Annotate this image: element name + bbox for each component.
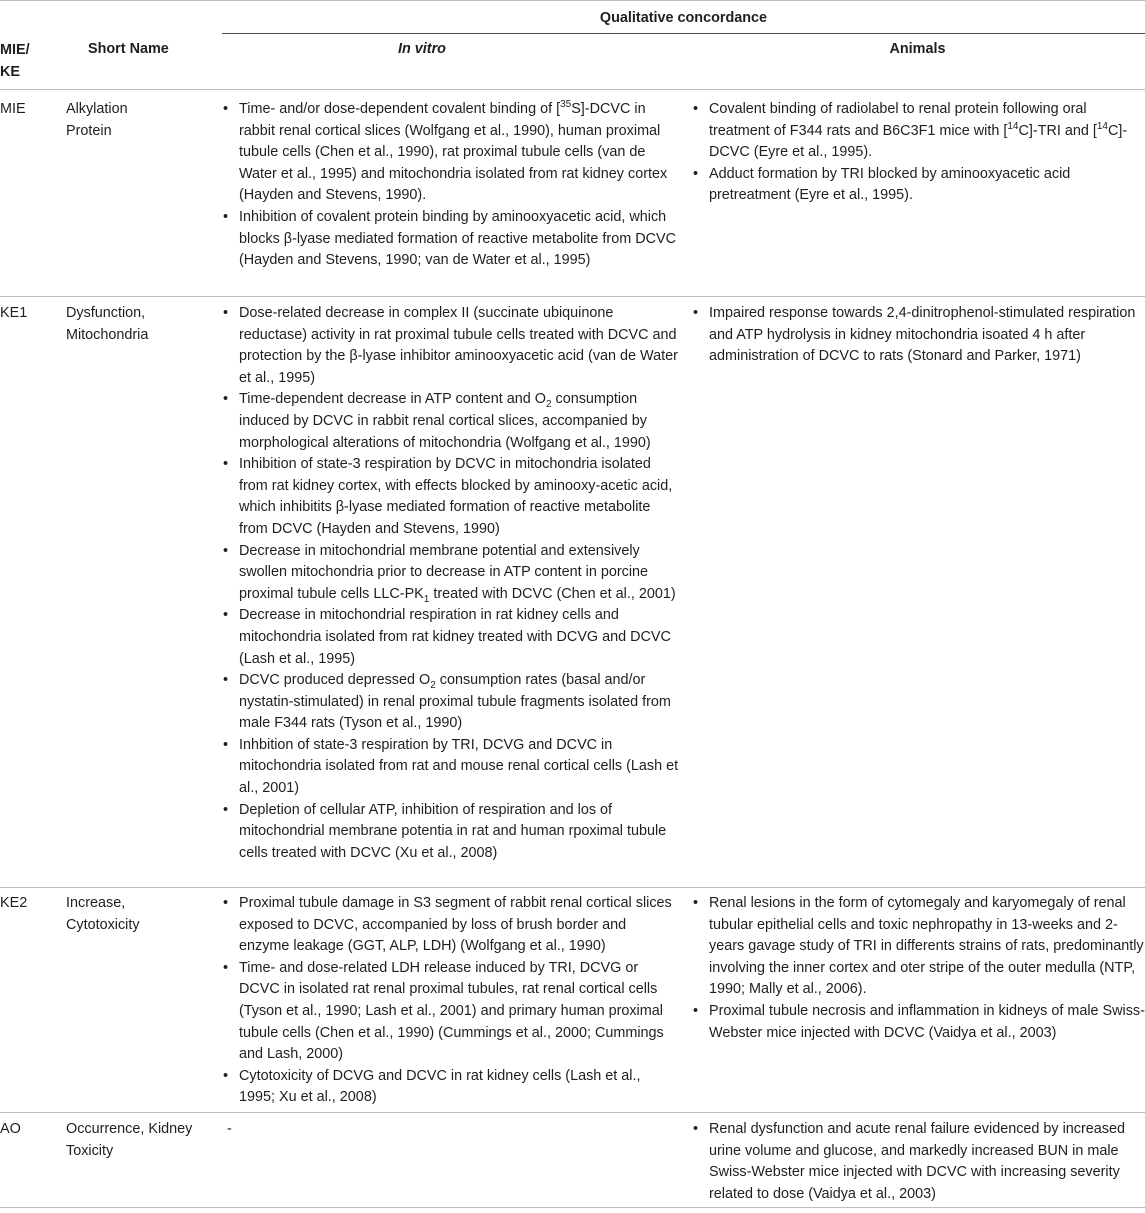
evidence-text: Decrease in mitochondrial respiration in rat kidney cells and mitochondria isolated from rat kidney treated with DCVG and DCVC (Lash et al., 1995) <box>239 607 671 667</box>
evidence-text: Renal lesions in the form of cytomegaly and karyomegaly of renal tubular epithelial cells and toxic nephropathy in 13-weeks and 2-years gavage study of TRI in differents strains of rats, predominantly involving the inner cortex and oter stripe of the outer medulla (NTP, 1990; Mally et al., 2006). <box>709 895 1144 998</box>
evidence-item <box>222 1066 680 1109</box>
in-vitro-evidence <box>222 99 680 272</box>
row-divider <box>0 296 1145 297</box>
bullet-icon: • <box>223 1067 229 1084</box>
row-id: MIE <box>0 101 26 117</box>
bullet-icon: • <box>223 607 229 624</box>
evidence-text: Decrease in mitochondrial membrane potential and extensively swollen mitochondria prior to decrease in ATP content in porcine proximal tubule cells LLC-$PK_1$ treated with DCVC (Chen et al., 2001) <box>239 542 676 605</box>
evidence-item <box>222 207 680 272</box>
evidence-item <box>692 893 1145 1001</box>
row-id: KE1 <box>0 305 28 321</box>
bullet-icon: • <box>693 895 699 911</box>
evidence-text: Inhbition of state-3 respiration by TRI, DCVG and DCVC in mitochondria isolated from rat and mouse renal cortical cells (Lash et al., 2001) <box>239 736 679 797</box>
animal-evidence <box>692 893 1145 1044</box>
evidence-text: Time-dependent decrease in ATP content and $O_2$ consumption induced by DCVC in rabbit renal cortical slices, accompanied by morphological alterations of mitochondria (Wolfgang et al., 1990) <box>239 391 651 451</box>
evidence-item <box>222 605 680 670</box>
row-divider <box>0 887 1145 888</box>
short-name: Alkylation Protein <box>66 101 128 139</box>
table-bottom-rule <box>0 1207 1145 1208</box>
bullet-icon: • <box>223 672 229 689</box>
evidence-text: Cytotoxicity of DCVG and DCVC in rat kidney cells (Lash et al., 1995; Xu et al., 2008) <box>239 1067 641 1106</box>
qualitative-concordance-header: Qualitative concordance <box>599 10 768 26</box>
short-name: Occurrence, Kidney Toxicity <box>66 1121 193 1159</box>
bullet-icon: • <box>223 101 229 117</box>
bullet-icon: • <box>223 391 229 408</box>
animal-evidence <box>692 303 1145 368</box>
evidence-text: Depletion of cellular ATP, inhibition of respiration and los of mitochondrial membrane potentia in rat and human rpoximal tubule cells treated with DCVC (Xu et al., 2008) <box>239 801 667 861</box>
evidence-text: DCVC produced depressed $O_2$ consumption rates (basal and/or nystatin-stimulated) in renal proximal tubule fragments isolated from male F344 rats (Tyson et al., 1990) <box>239 672 671 732</box>
short-name: Dysfunction, Mitochondria <box>66 305 149 343</box>
column-header-animals: Animals <box>889 41 946 57</box>
evidence-item <box>222 541 680 606</box>
bullet-icon: • <box>223 736 229 753</box>
evidence-item <box>692 1001 1145 1044</box>
evidence-text: Renal dysfunction and acute renal failure evidenced by increased urine volume and glucose, and markedly increased BUN in male Swiss-Webster mice injected with DCVC with increasing severity related to dose (Vaidya et al., 2003) <box>709 1121 1125 1202</box>
bullet-icon: • <box>693 1121 699 1137</box>
header-bottom-rule <box>0 89 1145 90</box>
evidence-text: Inhibition of state-3 respiration by DCVC in mitochondria isolated from rat kidney cortex, with effects blocked by aminooxy-acetic acid, which inhibitits β-lyase mediated formation of reactive metabolite from DCVC (Hayden and Stevens, 1990) <box>239 456 673 537</box>
evidence-item <box>222 735 680 800</box>
bullet-icon: • <box>693 305 699 321</box>
evidence-item <box>222 893 680 958</box>
evidence-item <box>692 1119 1145 1205</box>
bullet-icon: • <box>223 959 229 976</box>
column-header-in-vitro: In vitro <box>398 41 446 57</box>
bullet-icon: • <box>223 305 229 321</box>
evidence-text: Dose-related decrease in complex II (succinate ubiquinone reductase) activity in rat proximal tubule cells treated with DCVC and protection by the β-lyase inhibitor aminooxyacetic acid (van de Water et al., 1995) <box>239 305 678 386</box>
evidence-item <box>222 670 680 735</box>
animal-evidence <box>692 1119 1145 1205</box>
column-header-short-name: Short Name <box>88 41 169 57</box>
bullet-icon: • <box>223 456 229 473</box>
bullet-icon: • <box>223 801 229 818</box>
evidence-item <box>692 164 1145 207</box>
bullet-icon: • <box>693 101 699 117</box>
evidence-item <box>222 389 680 454</box>
evidence-text: Time- and/or dose-dependent covalent binding of [$^{35}$S]-DCVC in rabbit renal cortical slices (Wolfgang et al., 1990), human proximal tubule cells (Chen et al., 1990), rat proximal tubule cells (van de Water et al., 1995) and mitochondria isolated from rat kidney cortex (Hayden and Stevens, 1990). <box>239 99 668 204</box>
in-vitro-evidence <box>222 303 680 864</box>
in-vitro-evidence: - <box>227 1121 232 1137</box>
group-header-rule <box>222 33 1145 34</box>
row-id: AO <box>0 1121 21 1137</box>
evidence-text: Impaired response towards 2,4-dinitrophenol-stimulated respiration and ATP hydrolysis in kidney mitochondria isoated 4 h after administration of DCVC to rats (Stonard and Parker, 1971) <box>709 305 1136 365</box>
evidence-text: Adduct formation by TRI blocked by aminooxyacetic acid pretreatment (Eyre et al., 1995). <box>709 165 1071 204</box>
evidence-text: Inhibition of covalent protein binding by aminooxyacetic acid, which blocks β-lyase mediated formation of reactive metabolite from DCVC (Hayden and Stevens, 1990; van de Water et al., 1995) <box>239 208 676 269</box>
evidence-text: Covalent binding of radiolabel to renal protein following oral treatment of F344 rats and B6C3F1 mice with [$^{14}$C]-TRI and [$^{14}$C]-DCVC (Eyre et al., 1995). <box>709 101 1128 161</box>
short-name: Increase, Cytotoxicity <box>66 895 140 933</box>
animal-evidence <box>692 99 1145 207</box>
evidence-item <box>222 454 680 540</box>
table-top-rule <box>0 0 1145 1</box>
row-divider <box>0 1112 1145 1113</box>
evidence-item <box>222 800 680 865</box>
evidence-text: Time- and dose-related LDH release induced by TRI, DCVG or DCVC in isolated rat renal proximal tubules, rat renal cortical cells (Tyson et al., 1990; Lash et al., 2001) and primary human proximal tubule cells (Chen et al., 1990) (Cummings et al., 2000; Cummings and Lash, 2000) <box>239 959 664 1063</box>
evidence-item <box>692 303 1145 368</box>
bullet-icon: • <box>223 542 229 559</box>
evidence-text: Proximal tubule necrosis and inflammation in kidneys of male Swiss-Webster mice injected with DCVC (Vaidya et al., 2003) <box>709 1002 1145 1041</box>
evidence-item <box>222 99 680 207</box>
row-id: KE2 <box>0 895 28 911</box>
evidence-text: Proximal tubule damage in S3 segment of rabbit renal cortical slices exposed to DCVC, accompanied by loss of brush border and enzyme leakage (GGT, ALP, LDH) (Wolfgang et al., 1990) <box>239 895 672 955</box>
in-vitro-evidence <box>222 893 680 1109</box>
evidence-item <box>692 99 1145 164</box>
column-header-mie-ke: MIE/ KE <box>0 42 30 80</box>
bullet-icon: • <box>693 1002 699 1019</box>
evidence-item <box>222 958 680 1066</box>
bullet-icon: • <box>223 895 229 911</box>
bullet-icon: • <box>223 208 229 225</box>
bullet-icon: • <box>693 165 699 182</box>
evidence-item <box>222 303 680 389</box>
